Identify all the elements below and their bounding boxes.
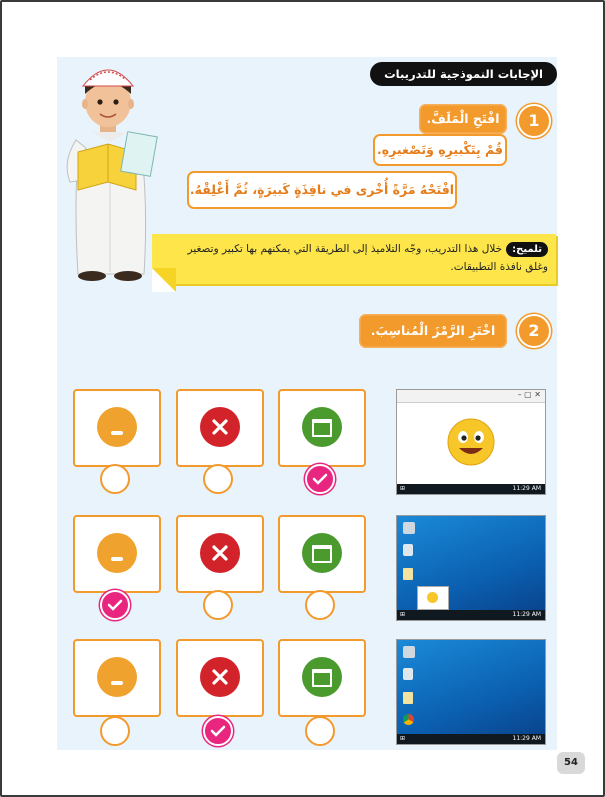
close-icon	[200, 657, 240, 697]
taskbar-clock: 11:29 AM	[512, 611, 541, 618]
exercise-1-instruction-3: افْتَحْهُ مَرَّةً أُخْرى في نافِذَةٍ كَبيرَةٍ، ثُمَّ أَغْلِقْهُ.	[187, 171, 457, 209]
screen-window-with-smiley	[396, 389, 546, 495]
checkbox-row3-close[interactable]	[203, 716, 233, 746]
hint-note	[152, 234, 556, 284]
checkbox-row2-maximize[interactable]	[305, 590, 335, 620]
hint-fold-shadow	[152, 268, 176, 292]
taskbar-clock: 11:29 AM	[512, 485, 541, 492]
checkmark-icon	[102, 592, 128, 618]
maximize-icon	[302, 657, 342, 697]
checkmark-icon	[307, 466, 333, 492]
taskbar	[397, 610, 545, 620]
exercise-1-instruction-2: قُمْ بِتَكْبيرِهِ وَتَصْغيرِهِ.	[373, 134, 507, 166]
desktop-icon-recycle-bin	[403, 544, 413, 556]
desktop-icon-recycle-bin	[403, 668, 413, 680]
option-card-minimize[interactable]	[73, 515, 161, 593]
maximize-icon	[302, 407, 342, 447]
option-card-minimize[interactable]	[73, 389, 161, 467]
exercise-1-instruction-1: افْتَحِ الْمَلَفَّ.	[419, 104, 507, 134]
close-icon	[200, 407, 240, 447]
smiley-icon	[447, 418, 495, 466]
exercise-2-number: 2	[517, 314, 551, 348]
desktop-icon-file	[403, 568, 413, 580]
minimize-icon	[97, 407, 137, 447]
checkbox-row3-minimize[interactable]	[100, 716, 130, 746]
option-card-close[interactable]	[176, 389, 264, 467]
option-card-minimize[interactable]	[73, 639, 161, 717]
checkmark-icon	[205, 718, 231, 744]
page-number: 54	[557, 752, 585, 774]
checkbox-row2-close[interactable]	[203, 590, 233, 620]
start-icon: ⊞	[400, 611, 406, 618]
exercise-2-instruction: اخْتَرِ الرَّمْزَ الْمُناسِبَ.	[359, 314, 507, 348]
desktop-icon-browser	[403, 714, 414, 725]
minimize-icon	[97, 533, 137, 573]
checkbox-row2-minimize[interactable]	[100, 590, 130, 620]
desktop-icon-computer	[403, 646, 415, 658]
close-icon	[200, 533, 240, 573]
hint-label: تلميح:	[506, 242, 548, 257]
checkbox-row1-maximize[interactable]	[305, 464, 335, 494]
checkbox-row3-maximize[interactable]	[305, 716, 335, 746]
exercise-1-number: 1	[517, 104, 551, 138]
minimize-icon	[97, 657, 137, 697]
option-card-maximize[interactable]	[278, 515, 366, 593]
option-card-maximize[interactable]	[278, 639, 366, 717]
desktop-icon-computer	[403, 522, 415, 534]
screen-empty-desktop	[396, 639, 546, 745]
student-illustration	[56, 52, 166, 284]
window-title-bar	[397, 390, 545, 403]
taskbar	[397, 484, 545, 494]
start-icon: ⊞	[400, 735, 406, 742]
taskbar-clock: 11:29 AM	[512, 735, 541, 742]
hint-text: خلال هذا التدريب، وجّه التلاميذ إلى الطريقة التي يمكنهم بها تكبير وتصغير وغلق نافذة التطبيقات.	[187, 243, 548, 273]
minimized-window	[417, 586, 449, 610]
screen-desktop-with-minimized-window	[396, 515, 546, 621]
start-icon: ⊞	[400, 485, 406, 492]
taskbar	[397, 734, 545, 744]
smiley-icon-small	[427, 592, 438, 603]
desktop-icon-file	[403, 692, 413, 704]
maximize-icon	[302, 533, 342, 573]
option-card-close[interactable]	[176, 515, 264, 593]
window-controls-icon: – ▢ ✕	[517, 390, 541, 399]
checkbox-row1-close[interactable]	[203, 464, 233, 494]
option-card-maximize[interactable]	[278, 389, 366, 467]
checkbox-row1-minimize[interactable]	[100, 464, 130, 494]
option-card-close[interactable]	[176, 639, 264, 717]
page-title: الإجابات النموذجية للتدريبات	[370, 62, 557, 86]
